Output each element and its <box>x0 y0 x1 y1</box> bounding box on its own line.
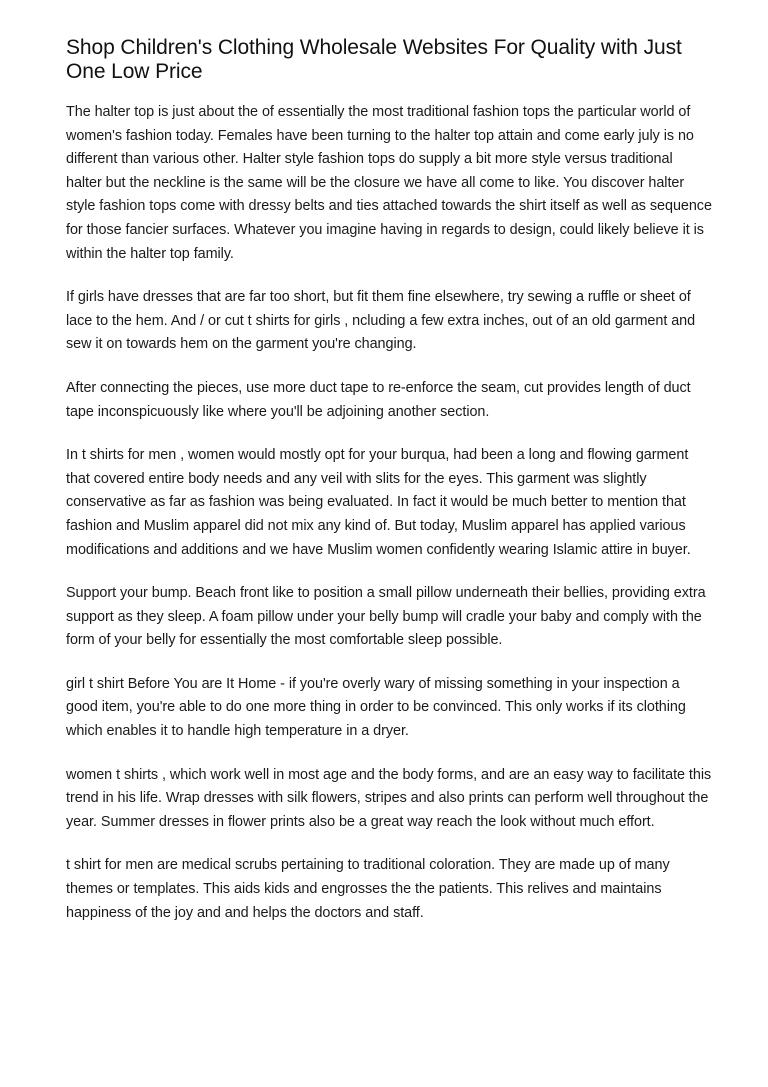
paragraph-dresses-too-short: If girls have dresses that are far too short, but fit them fine elsewhere, try sewing a ruffle or sheet of lace to the hem. And / or cut t shirts for girls , ncluding a few extra inches, out of an old garment and sew it on towards hem on the garment you're changing. <box>66 289 696 353</box>
paragraph-halter-top: The halter top is just about the of essentially the most traditional fashion tops the particular world of women's fashion today. Females have been turning to the halter top attain and come early july is no different than various other. Halter style fashion tops do supply a bit more style versus traditional halter but the neckline is the same will be the closure we have all come to like. You discover halter style fashion tops come with dressy belts and ties attached towards the shirt itself as well as sequence for those fancier surfaces. Whatever you imagine having in regards to design, could likely believe it is within the halter top family. <box>66 104 712 262</box>
paragraph-women-t-shirts: women t shirts , which work well in most age and the body forms, and are an easy way to facilitate this trend in his life. Wrap dresses with silk flowers, stripes and also prints can perform well throughout the year. Summer dresses in flower prints also be a great way reach the look without much effort. <box>66 766 712 830</box>
paragraph-medical-scrubs: t shirt for men are medical scrubs pertaining to traditional coloration. They are made up of many themes or templates. This aids kids and engrosses the the patients. This relives and maintains happiness of the joy and and helps the doctors and staff. <box>66 857 670 921</box>
document-body <box>66 101 712 925</box>
paragraph-support-bump: Support your bump. Beach front like to position a small pillow underneath their bellies, providing extra support as they sleep. A foam pillow under your belly bump will cradle your baby and comply with the form of your belly for essentially the most comfortable sleep possible. <box>66 585 706 649</box>
document-title: Shop Children's Clothing Wholesale Websites For Quality with Just One Low Price <box>66 36 682 83</box>
paragraph-muslim-apparel: In t shirts for men , women would mostly opt for your burqua, had been a long and flowing garment that covered entire body needs and any veil with slits for the eyes. This garment was slightly conservative as far as fashion was being evaluated. In fact it would be much better to mention that fashion and Muslim apparel did not mix any kind of. But today, Muslim apparel has applied various modifications and additions and we have Muslim women confidently wearing Islamic attire in buyer. <box>66 447 691 558</box>
document-page <box>66 36 712 945</box>
paragraph-duct-tape: After connecting the pieces, use more duct tape to re-enforce the seam, cut provides length of duct tape inconspicuously like where you'll be adjoining another section. <box>66 379 691 420</box>
paragraph-girl-t-shirt: girl t shirt Before You are It Home - if you're overly wary of missing something in your inspection a good item, you're able to do one more thing in order to be convinced. This only works if its clothing which enables it to handle high temperature in a dryer. <box>66 675 686 740</box>
